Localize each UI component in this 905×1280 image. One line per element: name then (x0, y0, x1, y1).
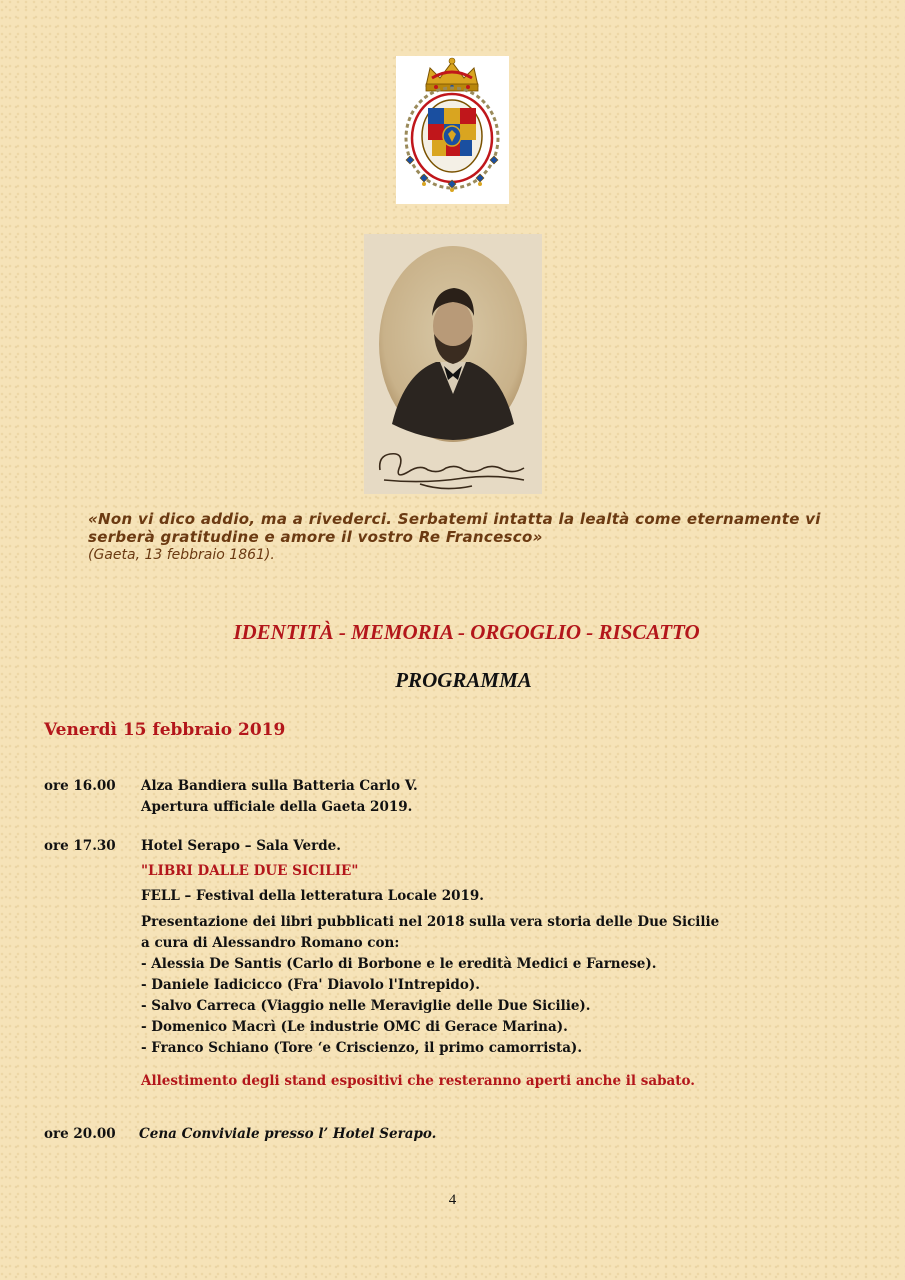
motto-heading: IDENTITÀ - MEMORIA - ORGOGLIO - RISCATTO (233, 620, 700, 644)
shield-icon (422, 100, 482, 172)
event-time-2: ore 17.30 (44, 838, 116, 854)
program-title: PROGRAMMA (395, 668, 532, 692)
author-item: - Domenico Macrì (Le industrie OMC di Gerace Marina). (141, 1019, 568, 1035)
crown-icon (426, 58, 478, 91)
author-item: - Alessia De Santis (Carlo di Borbone e le eredità Medici e Farnese). (141, 956, 657, 972)
event-3-text: Cena Conviviale presso l’ Hotel Serapo. (139, 1126, 437, 1142)
page-number: 4 (448, 1192, 457, 1208)
day-heading: Venerdì 15 febbraio 2019 (44, 720, 286, 740)
event-2-title: "LIBRI DALLE DUE SICILIE" (141, 863, 359, 879)
crest-icon (396, 56, 509, 204)
author-item: - Daniele Iadicicco (Fra' Diavolo l'Intrepido). (141, 977, 480, 993)
quote-block (88, 510, 848, 564)
quote-source: (Gaeta, 13 febbraio 1861). (88, 547, 275, 563)
event-1-line-2: Apertura ufficiale della Gaeta 2019. (141, 799, 413, 815)
event-time-1: ore 16.00 (44, 778, 116, 794)
event-1-line-1: Alza Bandiera sulla Batteria Carlo V. (141, 778, 418, 794)
portrait-photo (364, 234, 542, 494)
author-item: - Salvo Carreca (Viaggio nelle Meraviglie delle Due Sicilie). (141, 998, 591, 1014)
event-2-festival: FELL – Festival della letteratura Locale 2019. (141, 888, 484, 904)
author-item: - Franco Schiano (Tore ‘e Criscienzo, il primo camorrista). (141, 1040, 583, 1056)
quote-text: «Non vi dico addio, ma a rivederci. Serbatemi intatta la lealtà come eternamente vi serberà gratitudine e amore il vostro Re Francesco» (88, 510, 821, 546)
event-2-venue: Hotel Serapo – Sala Verde. (141, 838, 341, 854)
event-2-note: Allestimento degli stand espositivi che resteranno aperti anche il sabato. (141, 1073, 695, 1089)
portrait-icon (364, 234, 542, 494)
event-2-intro-1: Presentazione dei libri pubblicati nel 2018 sulla vera storia delle Due Sicilie (141, 914, 720, 930)
event-2-intro-2: a cura di Alessandro Romano con: (141, 935, 400, 951)
event-time-3: ore 20.00 (44, 1126, 116, 1142)
coat-of-arms-image (396, 56, 509, 204)
